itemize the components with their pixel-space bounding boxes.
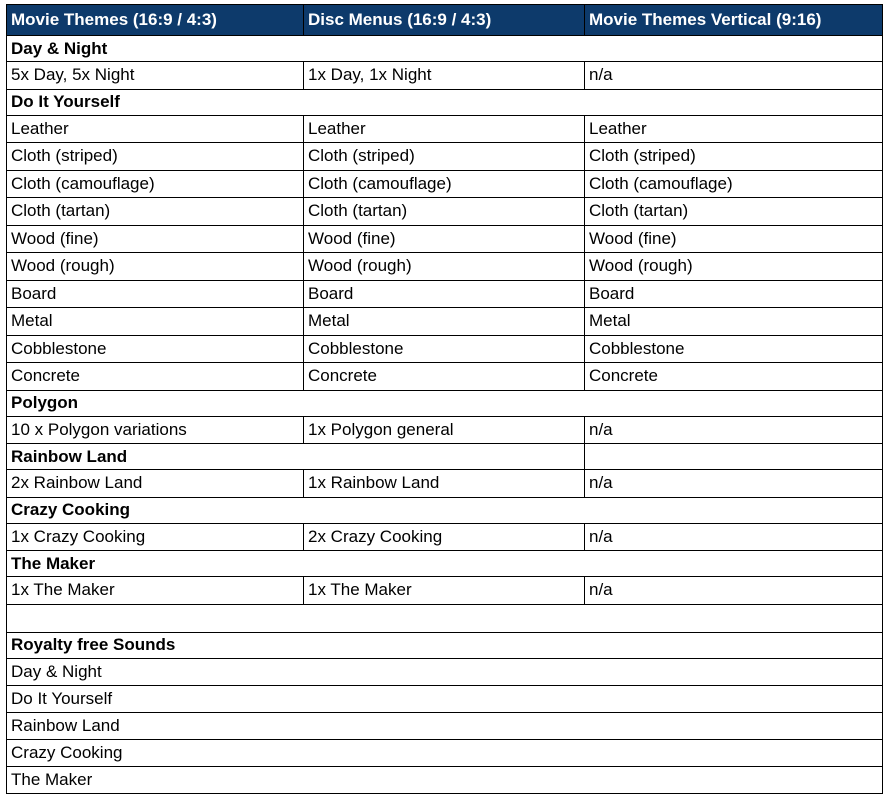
table-header-row [7,5,883,36]
document-page [6,4,882,794]
table-cell: Cloth (tartan) [304,198,585,226]
table-cell: 1x Rainbow Land [304,470,585,498]
table-cell: 5x Day, 5x Night [7,62,304,90]
table-row [7,523,883,551]
table-cell: Cloth (striped) [304,143,585,171]
table-cell: Wood (rough) [585,253,883,281]
table-row [7,335,883,363]
table-row [7,280,883,308]
table-row [7,225,883,253]
table-cell: Cloth (camouflage) [585,170,883,198]
table-cell: 2x Crazy Cooking [304,523,585,551]
table-row [7,198,883,226]
table-row [7,253,883,281]
group-title: Polygon [7,390,883,416]
table-cell: 1x Crazy Cooking [7,523,304,551]
table-cell: Board [7,280,304,308]
table-cell: Concrete [7,363,304,391]
table-cell: Cloth (camouflage) [304,170,585,198]
table-row [7,62,883,90]
table-cell: Concrete [304,363,585,391]
table-cell: n/a [585,470,883,498]
group-row [7,89,883,115]
table-cell: Metal [7,308,304,336]
table-row [7,416,883,444]
table-row [7,363,883,391]
list-item [7,712,883,739]
table-cell: n/a [585,523,883,551]
table-cell: 10 x Polygon variations [7,416,304,444]
table-cell: Wood (fine) [585,225,883,253]
table-cell: Wood (fine) [7,225,304,253]
sound-item: Crazy Cooking [7,739,883,766]
themes-table [6,4,883,794]
table-row [7,470,883,498]
table-cell: Wood (rough) [7,253,304,281]
header-movie-themes: Movie Themes (16:9 / 4:3) [7,5,304,36]
table-cell: Metal [585,308,883,336]
sound-item: Do It Yourself [7,685,883,712]
list-item [7,766,883,793]
group-row [7,444,883,470]
table-cell: n/a [585,577,883,605]
table-cell: Cobblestone [585,335,883,363]
table-cell: Wood (fine) [304,225,585,253]
group-row [7,390,883,416]
table-cell: 1x Polygon general [304,416,585,444]
table-cell-empty [585,444,883,470]
table-cell: Concrete [585,363,883,391]
table-cell: Cobblestone [7,335,304,363]
group-title: Do It Yourself [7,89,883,115]
table-row [7,115,883,143]
table-cell: Board [585,280,883,308]
group-title: The Maker [7,551,883,577]
table-cell: Cloth (tartan) [585,198,883,226]
table-cell: Wood (rough) [304,253,585,281]
sounds-group-row [7,632,883,658]
table-cell: 1x Day, 1x Night [304,62,585,90]
table-cell-empty [7,604,883,632]
table-cell: Cloth (striped) [585,143,883,171]
list-item [7,685,883,712]
header-disc-menus: Disc Menus (16:9 / 4:3) [304,5,585,36]
list-item [7,739,883,766]
group-title: Day & Night [7,36,883,62]
group-row [7,36,883,62]
table-cell: Cloth (striped) [7,143,304,171]
sound-item: The Maker [7,766,883,793]
header-movie-themes-vertical: Movie Themes Vertical (9:16) [585,5,883,36]
table-cell: Cobblestone [304,335,585,363]
sounds-title: Royalty free Sounds [7,632,883,658]
table-row [7,170,883,198]
table-row [7,143,883,171]
table-cell: Leather [304,115,585,143]
list-item [7,658,883,685]
table-cell: 1x The Maker [304,577,585,605]
spacer-row [7,604,883,632]
table-cell: Leather [7,115,304,143]
table-cell: Board [304,280,585,308]
sound-item: Day & Night [7,658,883,685]
group-row [7,497,883,523]
table-cell: 2x Rainbow Land [7,470,304,498]
table-cell: Cloth (camouflage) [7,170,304,198]
group-title: Crazy Cooking [7,497,883,523]
table-cell: n/a [585,416,883,444]
group-row [7,551,883,577]
table-row [7,577,883,605]
sound-item: Rainbow Land [7,712,883,739]
table-cell: Metal [304,308,585,336]
table-cell: 1x The Maker [7,577,304,605]
table-cell: Cloth (tartan) [7,198,304,226]
table-cell: n/a [585,62,883,90]
group-title: Rainbow Land [7,444,585,470]
table-row [7,308,883,336]
table-cell: Leather [585,115,883,143]
